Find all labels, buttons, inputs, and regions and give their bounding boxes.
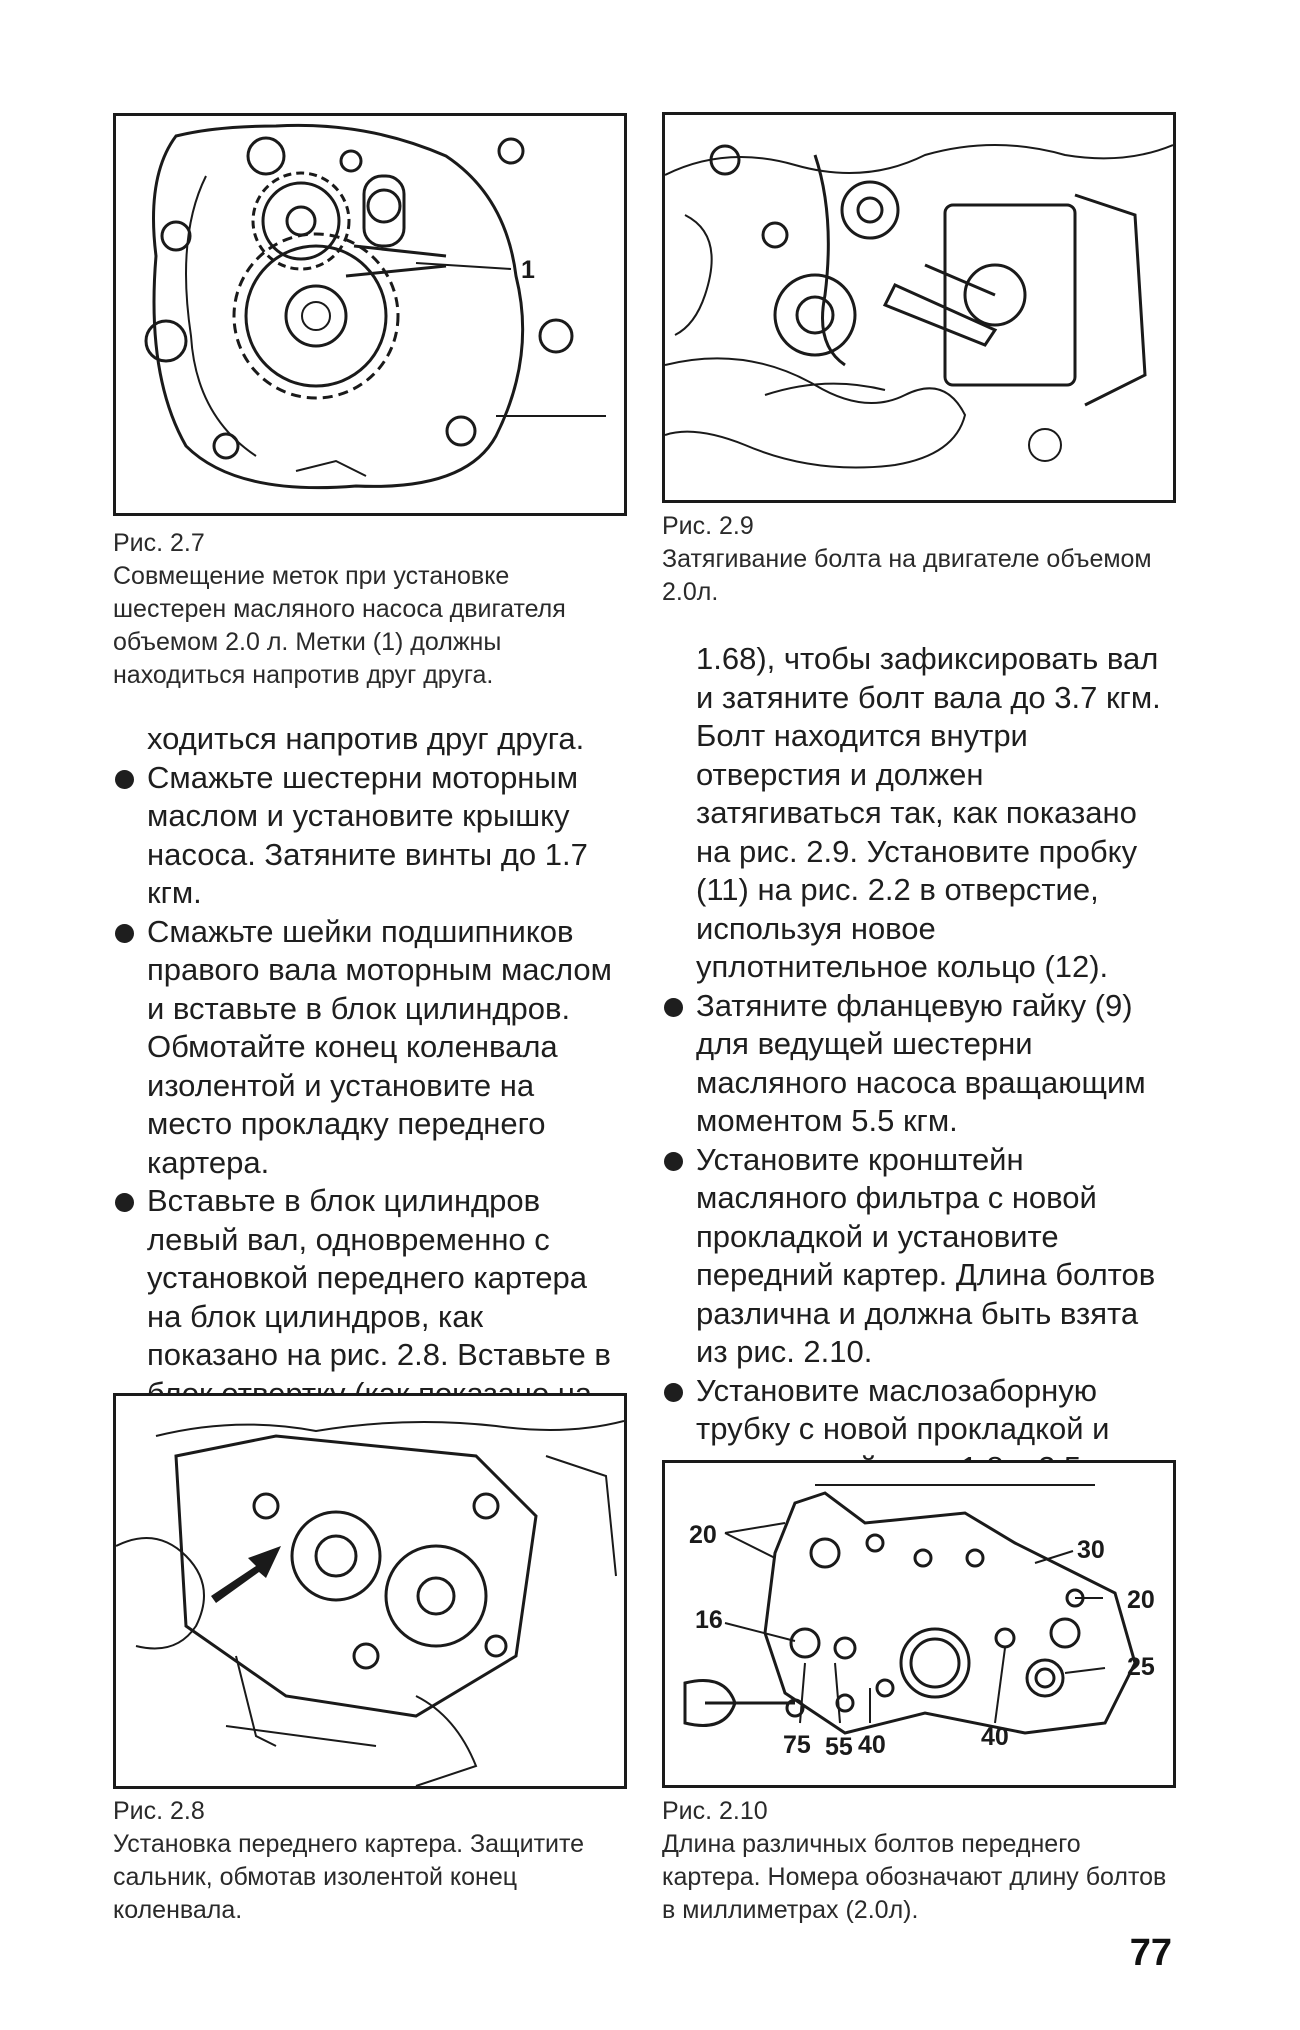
- right-bullet-2: Установите кронштейн масляного фильтра с новой прокладкой и установите передний картер. Длина болтов различна и должна быть взята из рис. 2.10.: [662, 1141, 1170, 1372]
- figure-2-9-number: Рис. 2.9: [662, 512, 754, 540]
- bolt-label: 75: [783, 1731, 811, 1759]
- figure-2-9-text: Затягивание болта на двигателе объемом 2.0л.: [662, 545, 1152, 606]
- bolt-label: 20: [689, 1521, 717, 1549]
- figure-2-8-number: Рис. 2.8: [113, 1797, 205, 1825]
- figure-2-7-text: Совмещение меток при установке шестерен масляного насоса двигателя объемом 2.0 л. Метки (1) должны находиться напротив друг друга.: [113, 562, 566, 689]
- right-continuation: 1.68), чтобы зафиксировать вал и затяните болт вала до 3.7 кгм. Болт находится внутри отверстия и должен затягиваться так, как показано на рис. 2.9. Установите пробку (11) на рис. 2.2 в отверстие, используя новое уплотнительное кольцо (12).: [696, 641, 1161, 984]
- figure-2-7-callout: 1: [521, 256, 535, 284]
- left-column-text: [113, 720, 621, 1452]
- figure-2-10-text: Длина различных болтов переднего картера. Номера обозначают длину болтов в миллиметрах (2.0л).: [662, 1830, 1167, 1924]
- left-continuation: ходиться напротив друг друга.: [147, 721, 585, 756]
- bolt-label: 25: [1127, 1653, 1155, 1681]
- figure-2-7-image: [113, 113, 627, 516]
- right-bullet-3: Установите маслозаборную трубку с новой прокладкой и: [662, 1372, 1170, 1488]
- bolt-label: 20: [1127, 1586, 1155, 1614]
- figure-2-10-number: Рис. 2.10: [662, 1797, 768, 1825]
- left-bullet-2: Смажьте шейки подшипников правого вала моторным маслом и вставьте в блок цилиндров. Обмотайте конец коленвала изолентой и установите на место прокладку переднего картера.: [113, 913, 621, 1183]
- left-bullet-3: Вставьте в блок цилиндров левый вал, одновременно с установкой переднего картера на блок цилиндров, как показано на рис. 2.8. Вставьте в: [113, 1182, 621, 1452]
- figure-2-8-image: [113, 1393, 627, 1789]
- page-number: 77: [1129, 1932, 1172, 1974]
- bolt-label: 16: [695, 1606, 723, 1634]
- bolt-label: 30: [1077, 1536, 1105, 1564]
- left-bullet-1: Смажьте шестерни моторным маслом и установите крышку насоса. Затяните винты до 1.7 кгм.: [113, 759, 621, 913]
- bolt-label: 40: [858, 1731, 886, 1759]
- figure-2-9-image: [662, 112, 1176, 503]
- right-bullet-1: Затяните фланцевую гайку (9) для ведущей шестерни масляного насоса вращающим моментом 5.5 кгм.: [662, 987, 1170, 1141]
- figure-2-7-number: Рис. 2.7: [113, 529, 205, 557]
- figure-2-7-caption: [113, 527, 623, 692]
- bolt-label: 55: [825, 1733, 853, 1761]
- figure-2-8-caption: [113, 1795, 623, 1927]
- figure-2-9-caption: [662, 510, 1172, 609]
- right-column-text: [662, 640, 1170, 1526]
- figure-2-10-caption: [662, 1795, 1172, 1927]
- bolt-label: 40: [981, 1723, 1009, 1751]
- figure-2-10-image: [662, 1460, 1176, 1788]
- figure-2-8-text: Установка переднего картера. Защитите сальник, обмотав изолентой конец коленвала.: [113, 1830, 585, 1924]
